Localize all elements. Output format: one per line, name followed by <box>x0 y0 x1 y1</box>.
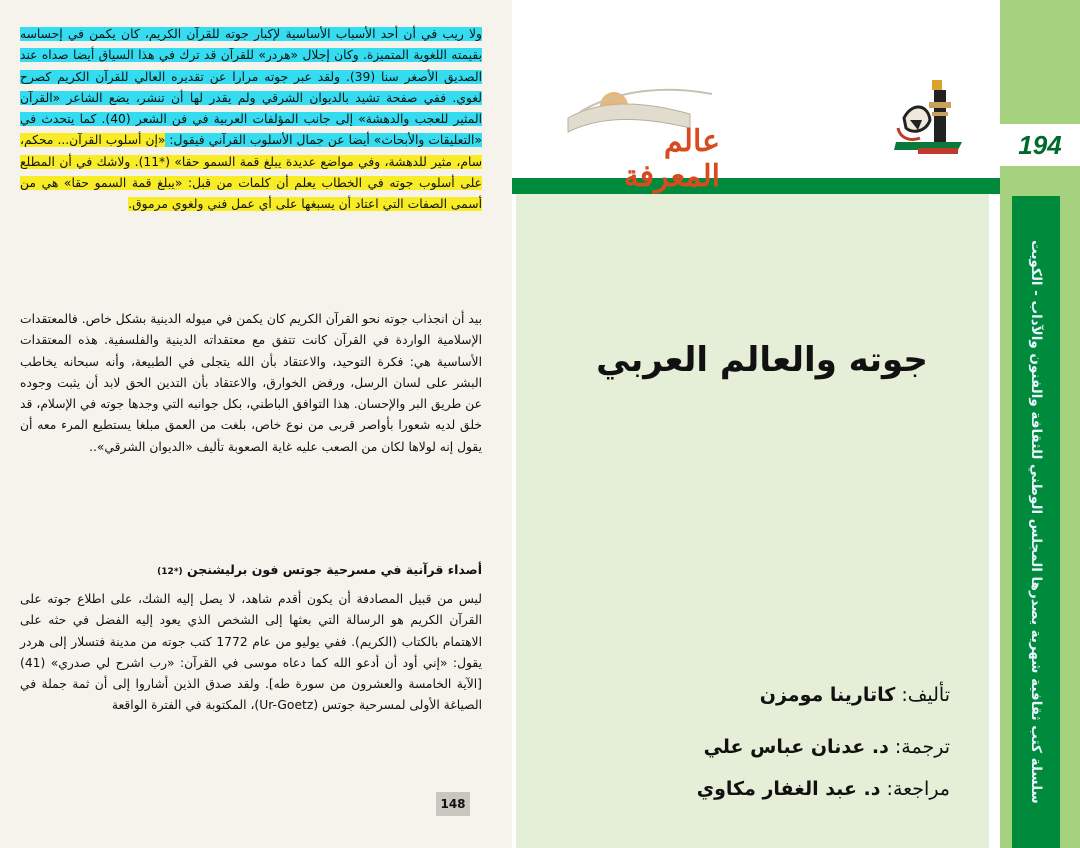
reviewer-name: د. عبد الغفار مكاوي <box>696 778 881 800</box>
translator-credit <box>704 736 950 758</box>
left-book-page <box>0 0 512 848</box>
paragraph-quran-style <box>20 24 482 216</box>
issue-number: 194 <box>1000 124 1080 166</box>
reviewer-label: مراجعة: <box>886 778 950 800</box>
series-description-text: سلسلة كتب ثقافية شهرية يصدرها المجلس الوطني للثقافة والفنون والآداب - الكويت <box>1028 240 1045 804</box>
author-name: كاتارينا مومزن <box>759 684 896 706</box>
author-credit <box>760 684 950 706</box>
series-description-band <box>1012 196 1060 848</box>
blue-highlighted-text: ولا ريب في أن أحد الأسباب الأساسية لإكبار جوته للقرآن الكريم، كان يكمن في إحساسه بقيمته اللغوية المتميزة. وكان إجلال «هردر» للقرآن قد ترك في هذا السياق أيضا صداه عند الصديق الأصغر سنا (39). ولقد عبر جوته مرارا عن تقديره العالي للقرآن الكريم كصرح لغوي. ففي صفحة تشيد بالديوان الشرقي ولم يقدر لها أن تنشر، يضع الشاعر «القرآن المثير للعجب والدهشة» إلى جانب المؤلفات العربية في فن الشعر (40). كما يتحدث في «التعليقات والأبحاث» أيضا عن جمال الأسلوب القرآني فيقول: <box>20 27 483 148</box>
author-label: تأليف: <box>901 684 950 706</box>
alam-logo-text: عالم المعرفة <box>623 124 720 194</box>
council-emblem-icon <box>888 72 968 160</box>
translator-name: د. عدنان عباس علي <box>703 736 889 758</box>
book-title: جوته والعالم العربي <box>596 340 928 380</box>
translator-label: ترجمة: <box>894 736 950 758</box>
reviewer-credit <box>697 778 950 800</box>
alam-almaarifa-logo <box>540 82 720 194</box>
paragraph-goetz-letter: ليس من قبيل المصادفة أن يكون أقدم شاهد، لا يصل إليه الشك، على اطلاع جوته على القرآن الكريم هو الرسالة التي بعثها إلى الشخص الذي يعود إليه الفضل في حثه على الاهتمام بالكتاب (الكريم). ففي يوليو من عام 1772 كتب جوته من مدينة فتسلار إلى هردر يقول: «إني أود أن أدعو الله كما دعاه موسى في القرآن: «رب اشرح لي صدري» (41) [الآية الخامسة والعشرون من سورة طه]. ولقد صدق الذين أشاروا إلى أن ثمة جملة في الصياغة الأولى لمسرحية جوتس (Ur-Goetz)، المكتوبة في الفترة الواقعة <box>20 592 482 713</box>
paragraph-religious-beliefs: بيد أن انجذاب جوته نحو القرآن الكريم كان يكمن في ميوله الدينية بشكل خاص. فالمعتقدات الإسلامية الواردة في القرآن كانت تتفق مع معتقداته الدينية والفلسفية. هذه المعتقدات الأساسية هي: فكرة التوحيد، والاعتقاد بأن الله يتجلى في الطبيعة، وأنه سبحانه يخاطب البشر على لسان الرسل، ورفض الخوارق، والاعتقاد بأن التدين الحق لابد أن يثبت وجوده عن طريق البر والإحسان. هذا التوافق الباطني، بكل جوانبه التي وجدها جوته في الإسلام، قد خلق لديه شعورا بأواصر قربى من نوع خاص، بلغت من العمق مبلغا يستطيع المرء معه أن يقول إنه لولاها لكان من الصعب عليه غاية الصعوبة تأليف «الديوان الشرقي».. <box>20 312 482 454</box>
section-heading-text: أصداء قرآنية في مسرحية جوتس فون برليشنجن <box>187 562 482 577</box>
yellow-highlighted-text: «إن أسلوب القرآن... محكم، سام، مثير للدهشة، وفي مواضع عديدة يبلغ قمة السمو حقا» (*11). ولاشك في أن المطلع على أسلوب جوته في الخطاب يعلم أن كلمات من قبل: «يبلغ قمة السمو حقا» هي من أسمى الصفات التي اعتاد أن يسبغها على أي عمل فني ولغوي مرموق. <box>20 133 482 212</box>
page-number: 148 <box>436 792 470 816</box>
book-cover-page <box>512 0 1080 848</box>
section-heading <box>20 562 482 577</box>
section-heading-note: (*12) <box>157 567 183 577</box>
